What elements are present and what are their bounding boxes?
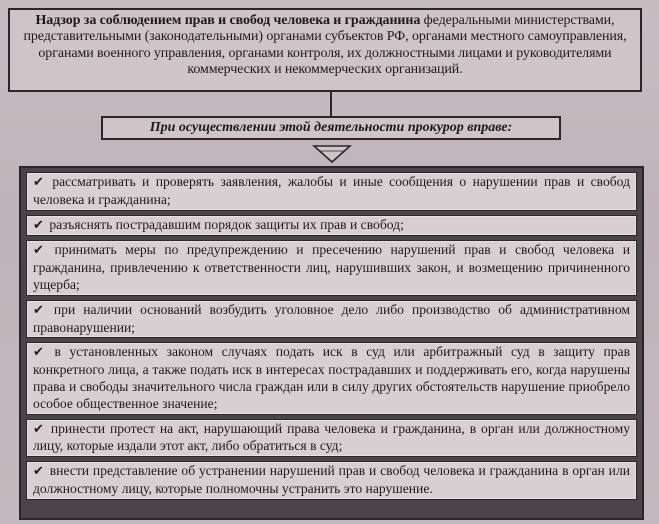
list-item-text: рассматривать и проверять заявления, жалобы и иные сообщения о нарушении прав и свобод человека и гражданина; bbox=[33, 174, 631, 207]
supervision-header-bold: Надзор за соблюдением прав и свобод человека и гражданина bbox=[35, 13, 421, 28]
supervision-header-text: федеральными министерствами, представительными (законодательными) органами субъектов РФ, органами местного самоуправления, органами военного управления, органами контроля, их должностными лицами и руководителями коммерческих и некоммерческих организаций. bbox=[23, 13, 627, 78]
down-arrow-icon bbox=[312, 144, 352, 164]
check-icon: ✔ bbox=[33, 175, 44, 190]
prosecutor-rights-title: При осуществлении этой деятельности прокурор вправе: bbox=[149, 120, 513, 135]
list-item bbox=[26, 342, 637, 414]
list-item bbox=[26, 215, 637, 237]
check-icon: ✔ bbox=[33, 464, 44, 480]
list-item bbox=[26, 461, 637, 500]
list-item bbox=[26, 300, 637, 339]
rights-list bbox=[19, 166, 644, 520]
prosecutor-rights-box bbox=[101, 116, 561, 140]
supervision-header-box bbox=[8, 8, 642, 92]
check-icon: ✔ bbox=[33, 243, 44, 259]
connector-line bbox=[330, 92, 332, 116]
list-item-text: разъяснять пострадавшим порядок защиты их прав и свобод; bbox=[49, 216, 404, 232]
list-item-text: внести представление об устранении нарушений прав и свобод человека и гражданина в орган или должностному лицу, которые полномочны устранить это нарушение. bbox=[33, 463, 630, 496]
list-item bbox=[26, 240, 637, 295]
check-icon: ✔ bbox=[33, 421, 44, 437]
list-item-text: в установленных законом случаях подать иск в суд или арбитражный суд в защиту прав конкретного лица, а также подать иск в интересах пострадавших и поддерживать его, когда нарушены права и свободы значительного числа граждан или в силу других обстоятельств нарушение приобрело особое общественное значение; bbox=[33, 344, 630, 411]
check-icon: ✔ bbox=[33, 302, 44, 318]
list-item bbox=[26, 172, 637, 211]
list-item-text: принимать меры по предупреждению и пресечению нарушений прав и свобод человека и гражданина, привлечению к ответственности лиц, нарушивших закон, и возмещению причиненного ущерба; bbox=[33, 242, 630, 292]
list-item-text: при наличии оснований возбудить уголовное дело либо производство об административном правонарушении; bbox=[33, 301, 630, 335]
check-icon: ✔ bbox=[33, 345, 44, 361]
check-icon: ✔ bbox=[33, 217, 44, 233]
list-item-text: принести протест на акт, нарушающий права человека и гражданина, в орган или должностному лицу, которые издали этот акт, либо обратиться в суд; bbox=[33, 420, 630, 454]
list-item bbox=[26, 419, 637, 458]
